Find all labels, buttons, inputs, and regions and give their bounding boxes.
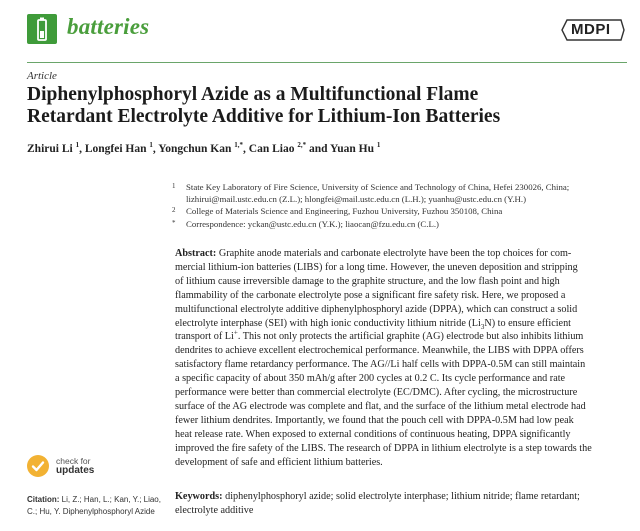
affiliation-emails[interactable]: lizhirui@mail.ustc.edu.cn (Z.L.); hlongfei@mail.ustc.edu.cn (L.H.); yuanhu@ustc.edu.cn (Y.H.) — [186, 194, 527, 204]
keywords-line: electrolyte additive — [175, 504, 254, 516]
update-badge-bottom-text: updates — [56, 465, 95, 476]
abstract-line — [175, 330, 625, 344]
correspondence-line[interactable]: Correspondence: yckan@ustc.edu.cn (Y.K.); liaocan@fzu.edu.cn (C.L.) — [186, 219, 439, 229]
citation-line: C.; Hu, Y. Diphenylphosphoryl Azide — [27, 506, 155, 516]
check-for-updates-badge[interactable] — [27, 455, 117, 485]
abstract-text: N) to ensure efficient — [484, 317, 571, 329]
citation-line — [27, 494, 167, 506]
author-affiliation-ref: 1 — [75, 141, 80, 149]
article-type: Article — [27, 70, 57, 82]
article-title — [27, 84, 627, 128]
abstract-line: multifunctional electrolyte additive diphenylphosphoryl azide (DPPA), which can construct a solid — [175, 303, 578, 315]
update-badge-top-text: check for — [56, 456, 91, 466]
author-separator: , — [152, 142, 159, 155]
abstract-line: performance were better than commercial electrolyte (EC/DMC). After cycling, the microstructure — [175, 387, 578, 399]
abstract-line — [175, 247, 625, 261]
subscript: 3 — [480, 322, 485, 331]
author-name[interactable]: Yongchun Kan — [158, 142, 232, 155]
citation — [27, 494, 167, 517]
author-affiliation-ref: 1 — [149, 141, 153, 149]
keywords — [175, 490, 625, 518]
affiliation-line: State Key Laboratory of Fire Science, University of Science and Technology of China, Hefei 230026, China; — [186, 182, 570, 192]
keywords-label: Keywords: — [175, 491, 223, 502]
abstract-line: dendrites to achieve excellent electrochemical performance. Meanwhile, the LIBS with DPPA offers — [175, 345, 584, 357]
author-separator: , — [79, 142, 85, 155]
abstract-label: Abstract: — [175, 248, 217, 259]
author-name[interactable]: Longfei Han — [84, 142, 147, 155]
update-badge-circle — [27, 455, 49, 477]
abstract-line: of lithium cause irreversible damage to the graphite structure, and the low flash point and high — [175, 275, 560, 287]
abstract-line: a specific capacity of about 350 mAh/g after 200 cycles at 0.2 C. Its cycle performance and rate — [175, 373, 566, 385]
abstract-line: mercial lithium-ion batteries (LIBS) for a long time. However, the uneven deposition and stripping — [175, 261, 578, 273]
abstract-line: improved the fire safety of the LIBS. The research of DPPA in lithium electrolyte is a step towards the — [175, 442, 592, 454]
abstract-text: Graphite anode materials and carbonate electrolyte have been the top choices for com- — [218, 248, 572, 259]
journal-name[interactable]: batteries — [67, 14, 150, 39]
affiliation-marker: 2 — [172, 206, 176, 214]
abstract-line: satisfactory flame retardancy performance. The AG//Li half cells with DPPA-0.5M can still maintain — [175, 359, 586, 371]
citation-text: Li, Z.; Han, L.; Kan, Y.; Liao, — [59, 495, 161, 504]
affiliation-line: College of Materials Science and Engineering, Fuzhou University, Fuzhou 350108, China — [186, 206, 503, 216]
author-separator: and — [306, 142, 330, 155]
checkmark-icon — [27, 455, 49, 477]
abstract-line: development of safe and efficient lithium batteries. — [175, 456, 383, 468]
affiliation-marker: 1 — [172, 182, 176, 190]
author-affiliation-ref: 1 — [376, 141, 381, 149]
keywords-text: diphenylphosphoryl azide; solid electrolyte interphase; lithium nitride; flame retardant; — [225, 491, 580, 502]
header-divider — [27, 62, 627, 63]
author-affiliation-ref: 1,* — [234, 141, 244, 149]
author-affiliation-ref: 2,* — [297, 141, 307, 149]
journal-logo — [27, 14, 57, 44]
author-name[interactable]: Yuan Hu — [329, 142, 374, 155]
keywords-line — [175, 490, 625, 504]
author-name[interactable]: Can Liao — [248, 142, 295, 155]
abstract-line: fewer lithium dendrites. Importantly, we found that the pouch cell with DPPA-0.5M had low peak — [175, 414, 574, 426]
publisher-logo[interactable] — [560, 18, 626, 42]
author-list — [27, 141, 380, 155]
abstract-text: electrolyte interphase (SEI) with high ionic conductivity lithium nitride (Li — [175, 317, 481, 329]
abstract-line: heat release rate. When exposed to external conditions of continuous heating, DPPA significantly — [175, 428, 571, 440]
superscript: + — [233, 329, 238, 338]
publisher-name: MDPI — [571, 21, 611, 38]
battery-icon — [27, 14, 57, 44]
abstract-line — [175, 317, 625, 331]
abstract-text: . This not only protects the artificial graphite (AG) electrode but also inhibits lithium — [237, 331, 584, 343]
author-name[interactable]: Zhirui Li — [27, 142, 73, 155]
author-separator: , — [243, 142, 249, 155]
correspondence-marker: * — [172, 219, 176, 227]
abstract-text: transport of Li — [175, 331, 234, 343]
citation-label: Citation: — [27, 495, 60, 504]
title-line: Diphenylphosphoryl Azide as a Multifunctional Flame — [27, 84, 479, 105]
title-line: Retardant Electrolyte Additive for Lithium-Ion Batteries — [27, 106, 501, 127]
abstract-line: surface of the AG electrode was complete and flat, and the surface of the lithium metal electrode had — [175, 400, 586, 412]
abstract-line: flammability of the carbonate electrolyte pose a significant fire safety risk. Here, we proposed a — [175, 289, 566, 301]
abstract — [175, 247, 625, 470]
